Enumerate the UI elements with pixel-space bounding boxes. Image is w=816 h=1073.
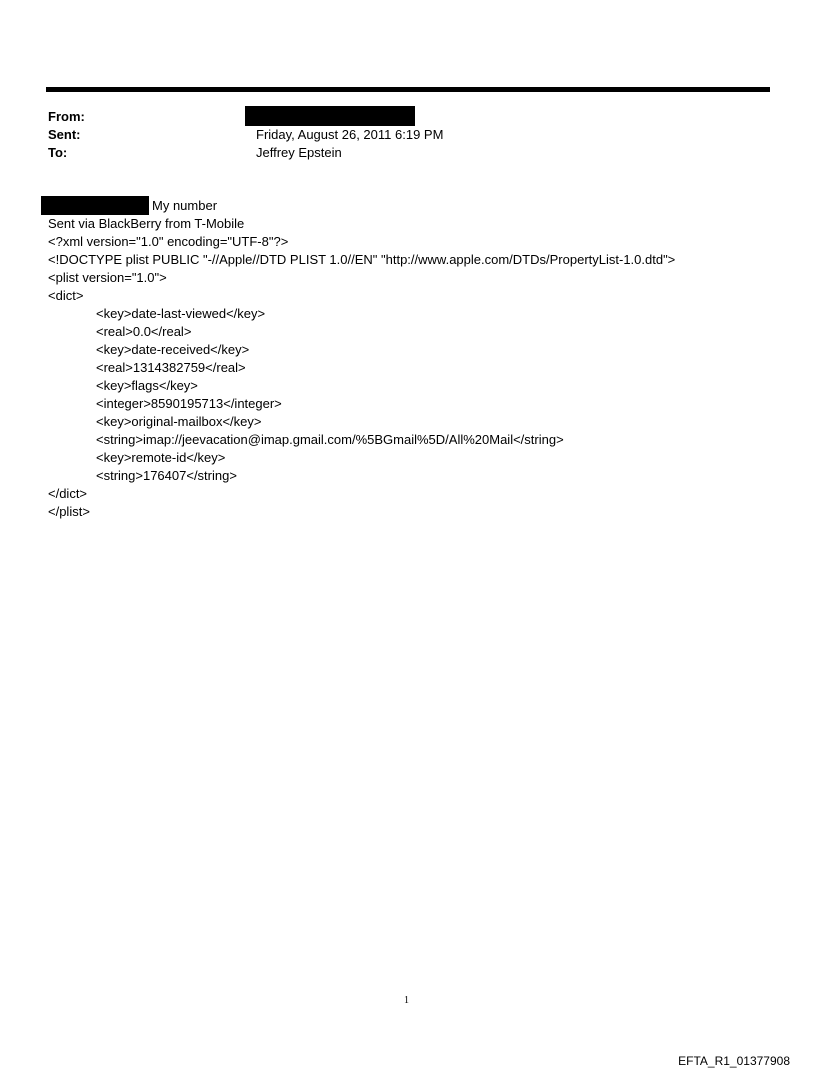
body-line: <key>remote-id</key>: [96, 450, 226, 465]
body-line: </dict>: [48, 486, 88, 501]
body-line: <!DOCTYPE plist PUBLIC "-//Apple//DTD PLIST 1.0//EN" "http://www.apple.com/DTDs/PropertyList-1.0.dtd">: [48, 252, 676, 267]
to-value: Jeffrey Epstein: [256, 145, 342, 160]
body-line: Sent via BlackBerry from T-Mobile: [48, 216, 245, 231]
body-line: <key>original-mailbox</key>: [96, 414, 262, 429]
body-line: <key>flags</key>: [96, 378, 198, 393]
message-body: [48, 215, 675, 521]
body-line: <string>176407</string>: [96, 468, 237, 483]
body-line: <dict>: [48, 288, 84, 303]
sent-label: Sent:: [48, 127, 81, 142]
body-first-line: My number: [152, 198, 218, 213]
body-line: <integer>8590195713</integer>: [96, 396, 282, 411]
body-line: <key>date-received</key>: [96, 342, 250, 357]
to-label: To:: [48, 145, 68, 160]
body-line: <string>imap://jeevacation@imap.gmail.com/%5BGmail%5D/All%20Mail</string>: [96, 432, 564, 447]
body-line: <key>date-last-viewed</key>: [96, 306, 266, 321]
redacted-sender: [245, 106, 415, 126]
from-label: From:: [48, 109, 85, 124]
body-line: <plist version="1.0">: [48, 270, 167, 285]
header-divider-rule: [46, 87, 770, 92]
body-line: <real>1314382759</real>: [96, 360, 246, 375]
body-line: <?xml version="1.0" encoding="UTF-8"?>: [48, 234, 289, 249]
body-line: <real>0.0</real>: [96, 324, 192, 339]
page-number: 1: [404, 995, 409, 1006]
sent-value: Friday, August 26, 2011 6:19 PM: [256, 127, 444, 142]
body-line: </plist>: [48, 504, 90, 519]
redacted-body-text: [41, 196, 149, 215]
bates-number: EFTA_R1_01377908: [678, 1054, 790, 1068]
